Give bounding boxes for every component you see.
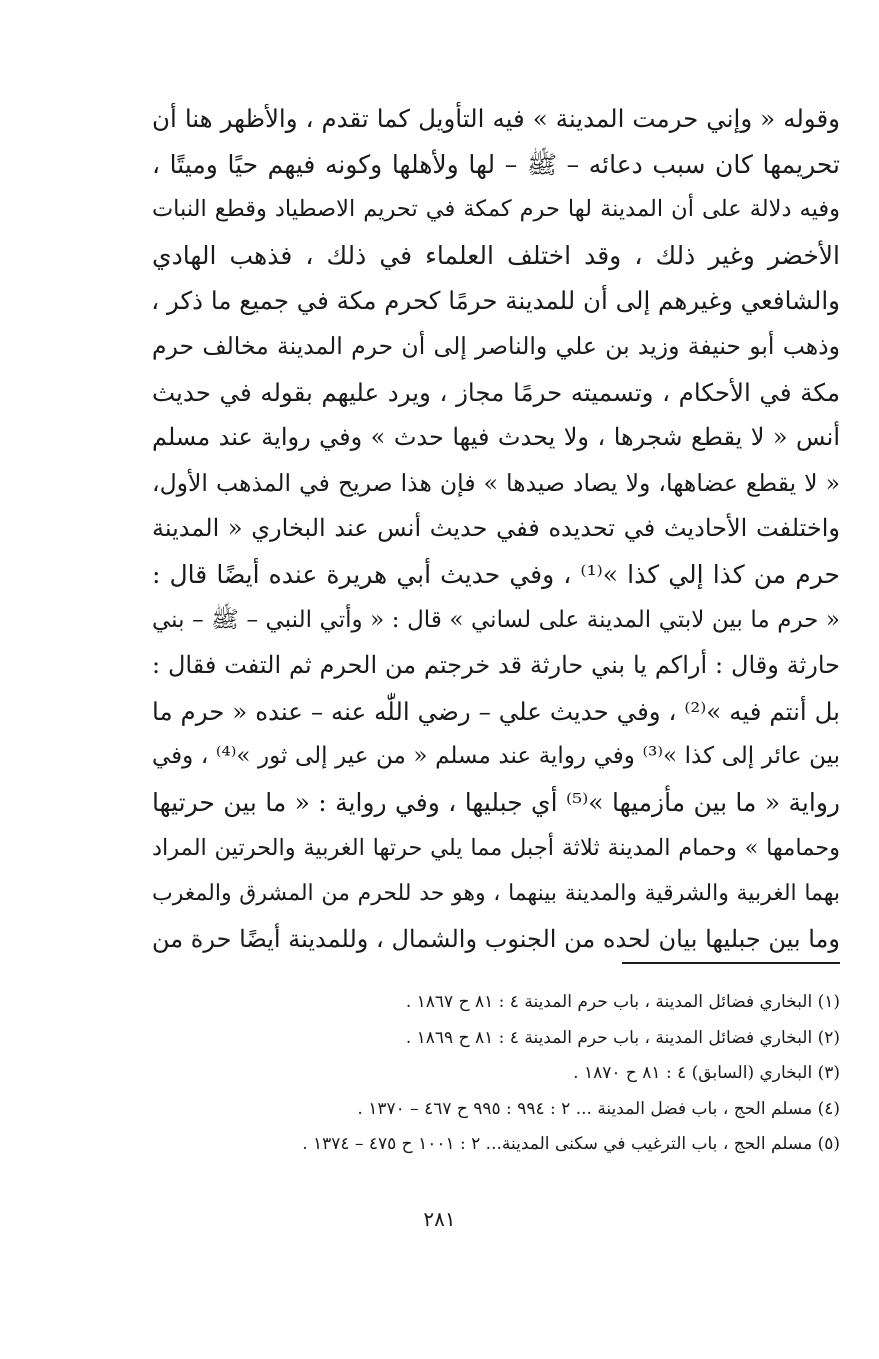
footnote-separator: [622, 962, 840, 964]
footnote-2: (٢) البخاري فضائل المدينة ، باب حرم المدينة ٤ : ٨١ ح ١٨٦٩ .: [405, 1027, 840, 1048]
body-line: وقوله « وإني حرمت المدينة » فيه التأويل كما تقدم ، والأظهر هنا أن: [152, 104, 840, 133]
body-line: بل أنتم فيه »⁽²⁾ ، وفي حديث علي – رضي اللّٰه عنه – عنده « حرم ما: [152, 696, 841, 726]
body-line: مكة في الأحكام ، وتسميته حرمًا مجاز ، ويرد عليهم بقوله في حديث: [152, 377, 840, 407]
footnote-4: (٤) مسلم الحج ، باب فضل المدينة ... ٢ : ٩٩٤ : ٩٩٥ ح ٤٦٧ – ١٣٧٠ .: [357, 1098, 840, 1119]
body-line: حارثة وقال : أراكم يا بني حارثة قد خرجتم من الحرم ثم التفت فقال :: [152, 651, 840, 680]
body-line: وذهب أبو حنيفة وزيد بن علي والناصر إلى أن حرم المدينة مخالف حرم: [152, 331, 840, 360]
body-line: والشافعي وغيرهم إلى أن للمدينة حرمًا كحرم مكة في جميع ما ذكر ،: [151, 286, 840, 316]
body-text: [152, 96, 840, 962]
footnotes: [152, 985, 840, 1163]
body-line: حرم من كذا إلي كذا »⁽¹⁾ ، وفي حديث أبي هريرة عنده أيضًا قال :: [152, 559, 840, 589]
body-line: وحمامها » وحمام المدينة ثلاثة أجبل مما يلي حرتها الغربية والحرتين المراد: [152, 834, 840, 861]
body-line: بهما الغربية والشرقية والمدينة بينهما ، وهو حد للحرم من المشرق والمغرب: [152, 881, 840, 907]
body-line: واختلفت الأحاديث في تحديده ففي حديث أنس عند البخاري « المدينة: [152, 514, 840, 543]
body-line: « حرم ما بين لابتي المدينة على لساني » قال : « وأتي النبي – ﷺ – بني: [152, 606, 840, 633]
body-line: وفيه دلالة على أن المدينة لها حرم كمكة في تحريم الاصطياد وقطع النبات: [152, 196, 840, 223]
body-line: « لا يقطع عضاهها، ولا يصاد صيدها » فإن هذا صريح في المذهب الأول،: [152, 468, 840, 497]
body-line: وما بين جبليها بيان لحده من الجنوب والشمال ، وللمدينة أيضًا حرة من: [152, 924, 840, 953]
body-line: الأخضر وغير ذلك ، وقد اختلف العلماء في ذلك ، فذهب الهادي: [152, 240, 840, 270]
body-line: أنس « لا يقطع شجرها ، ولا يحدث فيها حدث » وفي رواية عند مسلم: [152, 423, 840, 452]
page-number: ٢٨١: [423, 1207, 456, 1231]
body-line: تحريمها كان سبب دعائه – ﷺ – لها ولأهلها وكونه فيهم حيًا وميتًا ،: [152, 149, 840, 179]
body-line: رواية « ما بين مأزميها »⁽⁵⁾ أي جبليها ، وفي رواية : « ما بين حرتيها: [152, 787, 840, 817]
footnote-1: (١) البخاري فضائل المدينة ، باب حرم المدينة ٤ : ٨١ ح ١٨٦٧ .: [405, 992, 840, 1012]
footnote-3: (٣) البخاري (السابق) ٤ : ٨١ ح ١٨٧٠ .: [573, 1063, 840, 1083]
footnote-5: (٥) مسلم الحج ، باب الترغيب في سكنى المدينة... ٢ : ١٠٠١ ح ٤٧٥ – ١٣٧٤ .: [302, 1134, 840, 1154]
body-line: بين عائر إلى كذا »⁽³⁾ وفي رواية عند مسلم « من عير إلى ثور »⁽⁴⁾ ، وفي: [152, 743, 840, 770]
